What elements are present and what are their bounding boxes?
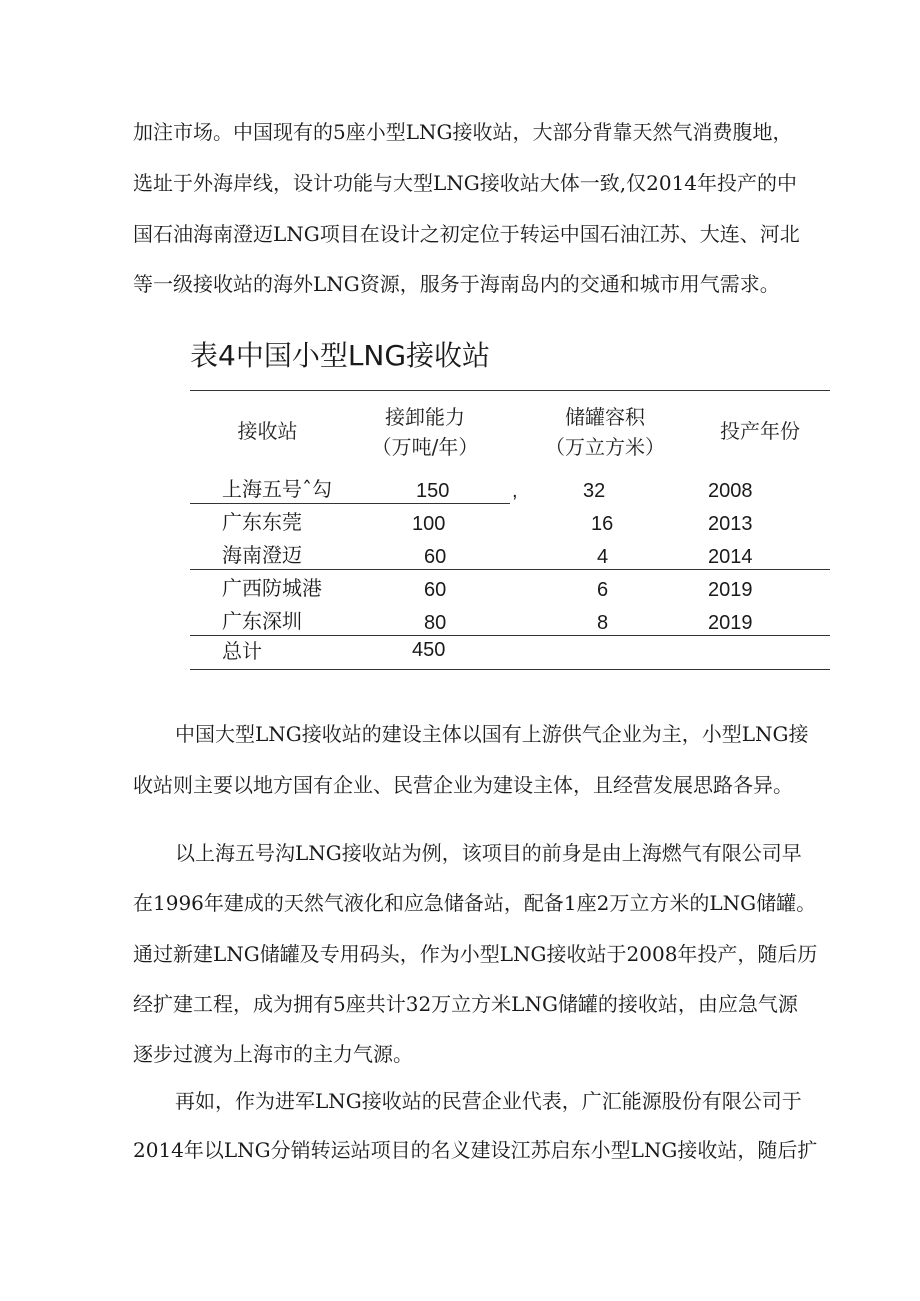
- cell-storage: 8: [597, 612, 609, 634]
- row-rule: [190, 503, 510, 504]
- header-storage: 储罐容积: [565, 405, 645, 429]
- cell-storage: 16: [591, 513, 614, 535]
- cell-station: 广东东莞: [222, 510, 302, 534]
- paragraph-line: 等一级接收站的海外LNG资源，服务于海南岛内的交通和城市用气需求。: [133, 272, 780, 296]
- cell-storage: 32: [583, 480, 606, 502]
- header-capacity-unit: （万吨/年）: [371, 435, 479, 459]
- header-year: 投产年份: [720, 419, 800, 443]
- cell-capacity: 100: [412, 513, 446, 535]
- cell-station: 广西防城港: [222, 576, 322, 600]
- cell-mark: ,: [512, 480, 518, 502]
- cell-capacity: 60: [424, 579, 447, 601]
- cell-year: 2014: [708, 546, 753, 568]
- cell-total-label: 总计: [222, 639, 262, 663]
- paragraph-line: 经扩建工程，成为拥有5座共计32万立方米LNG储罐的接收站，由应急气源: [133, 992, 798, 1016]
- paragraph-line: 2014年以LNG分销转运站项目的名义建设江苏启东小型LNG接收站，随后扩: [133, 1138, 818, 1162]
- paragraph-line: 通过新建LNG储罐及专用码头，作为小型LNG接收站于2008年投产，随后历: [133, 942, 818, 966]
- header-station: 接收站: [237, 419, 298, 443]
- cell-capacity: 60: [424, 546, 447, 568]
- cell-year: 2019: [708, 612, 753, 634]
- cell-total-capacity: 450: [412, 639, 446, 661]
- cell-station: 广东深圳: [222, 609, 302, 633]
- cell-storage: 6: [597, 579, 609, 601]
- paragraph-line: 国石油海南澄迈LNG项目在设计之初定位于转运中国石油江苏、大连、河北: [133, 222, 800, 246]
- table-top-rule: [190, 390, 830, 391]
- paragraph-line: 以上海五号沟LNG接收站为例，该项目的前身是由上海燃气有限公司早: [175, 841, 802, 865]
- row-rule: [190, 569, 830, 570]
- cell-year: 2019: [708, 579, 753, 601]
- cell-capacity: 150: [416, 480, 450, 502]
- row-rule: [190, 635, 830, 636]
- paragraph-line: 再如，作为进军LNG接收站的民营企业代表，广汇能源股份有限公司于: [175, 1089, 802, 1113]
- cell-capacity: 80: [424, 612, 447, 634]
- header-capacity: 接卸能力: [385, 405, 465, 429]
- cell-station: 上海五号ˆ勾: [222, 477, 332, 501]
- paragraph-line: 收站则主要以地方国有企业、民营企业为建设主体，且经营发展思路各异。: [133, 773, 793, 797]
- cell-storage: 4: [597, 546, 609, 568]
- paragraph-line: 中国大型LNG接收站的建设主体以国有上游供气企业为主，小型LNG接: [175, 722, 809, 746]
- table-bottom-rule: [190, 669, 830, 670]
- paragraph-line: 在1996年建成的天然气液化和应急储备站，配备1座2万立方米的LNG储罐。: [133, 891, 817, 915]
- paragraph-line: 加注市场。中国现有的5座小型LNG接收站，大部分背靠天然气消费腹地，: [133, 120, 793, 144]
- paragraph-line: 逐步过渡为上海市的主力气源。: [133, 1042, 413, 1066]
- paragraph-line: 选址于外海岸线，设计功能与大型LNG接收站大体一致,仅2014年投产的中: [133, 171, 798, 195]
- cell-year: 2013: [708, 513, 753, 535]
- header-storage-unit: （万立方米）: [545, 435, 665, 459]
- table-title: 表4中国小型LNG接收站: [190, 339, 491, 372]
- cell-station: 海南澄迈: [222, 543, 302, 567]
- cell-year: 2008: [708, 480, 753, 502]
